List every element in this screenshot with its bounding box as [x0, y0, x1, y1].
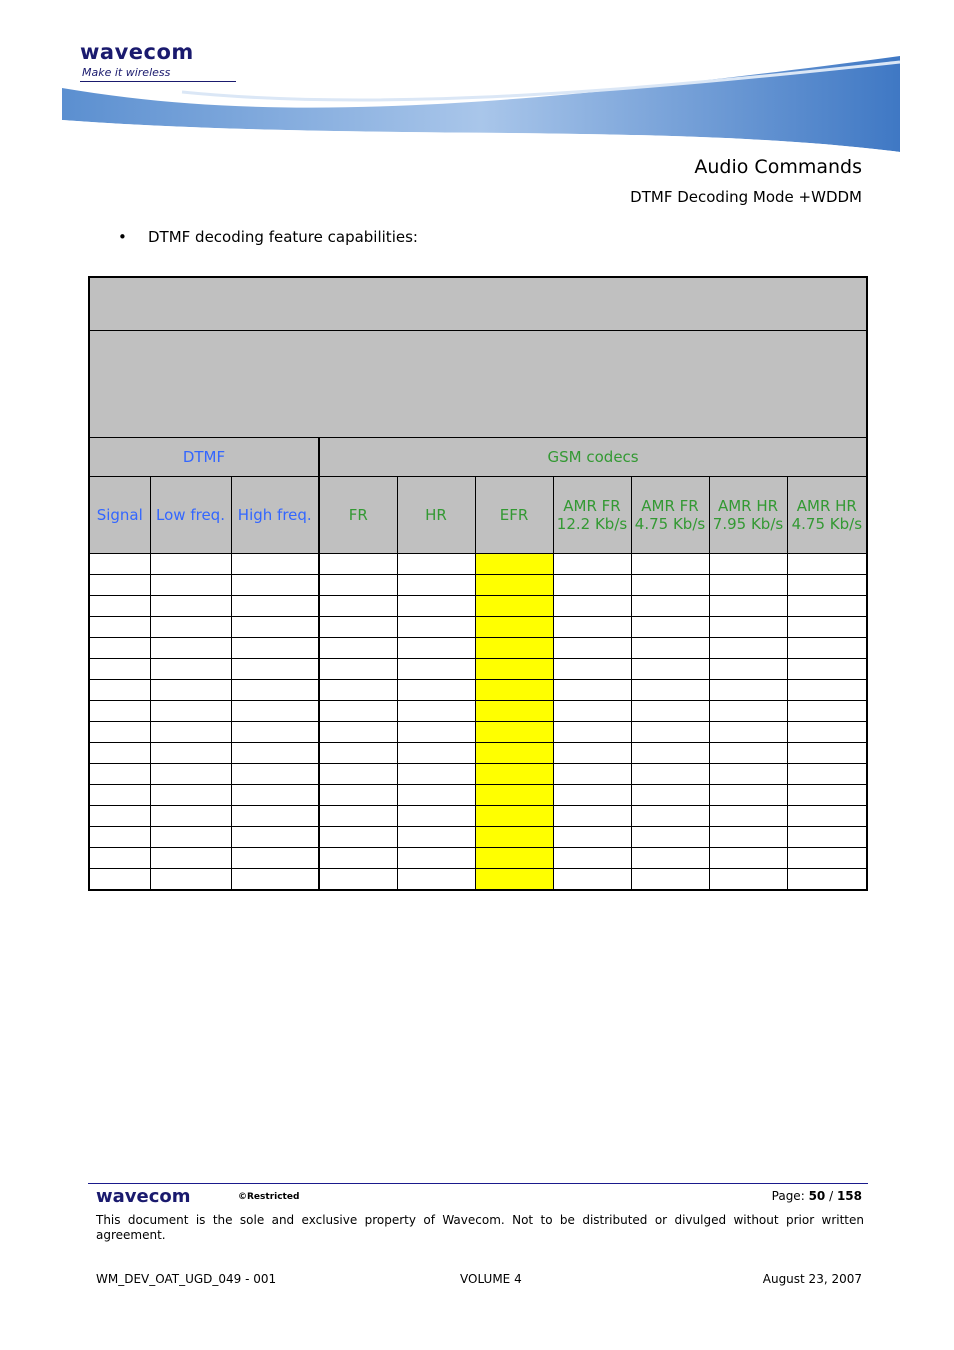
table-cell: [631, 596, 709, 617]
table-cell: [150, 806, 231, 827]
table-cell: [553, 680, 631, 701]
table-cell: [709, 596, 787, 617]
table-cell: [553, 785, 631, 806]
table-cell: [89, 827, 150, 848]
table-cell: [89, 764, 150, 785]
bullet-text: DTMF decoding feature capabilities:: [148, 228, 418, 246]
table-cell: [319, 722, 397, 743]
table-cell: [231, 701, 319, 722]
group-header-dtmf: DTMF: [89, 438, 319, 477]
col-header-efr: EFR: [475, 477, 553, 554]
table-cell: [553, 701, 631, 722]
table-cell: [631, 722, 709, 743]
table-cell: [319, 764, 397, 785]
efr-cell: [475, 785, 553, 806]
table-cell: [397, 617, 475, 638]
table-cell: [787, 701, 867, 722]
table-cell: [631, 764, 709, 785]
table-cell: [787, 848, 867, 869]
table-cell: [89, 596, 150, 617]
table-cell: [553, 827, 631, 848]
table-cell: [150, 659, 231, 680]
table-cell: [787, 617, 867, 638]
table-cell: [89, 659, 150, 680]
table-cell: [397, 575, 475, 596]
table-row: [89, 806, 867, 827]
table-cell: [709, 806, 787, 827]
table-cell: [319, 680, 397, 701]
efr-cell: [475, 743, 553, 764]
table-cell: [319, 638, 397, 659]
table-cell: [89, 575, 150, 596]
section-subtitle: DTMF Decoding Mode +WDDM: [630, 188, 862, 206]
table-cell: [319, 869, 397, 891]
table-cell: [553, 575, 631, 596]
page-total: 158: [836, 1189, 862, 1203]
table-row: [89, 617, 867, 638]
table-cell: [553, 848, 631, 869]
col-header-high-freq: High freq.: [231, 477, 319, 554]
footer-page-number: Page: 50 / 158: [771, 1189, 862, 1203]
table-cell: [787, 638, 867, 659]
table-cell: [631, 869, 709, 891]
table-cell: [709, 722, 787, 743]
table-cell: [150, 743, 231, 764]
col-header-low-freq: Low freq.: [150, 477, 231, 554]
table-cell: [709, 785, 787, 806]
table-body: [89, 554, 867, 891]
table-row: [89, 743, 867, 764]
table-cell: [150, 764, 231, 785]
table-cell: [787, 806, 867, 827]
table-cell: [397, 596, 475, 617]
table-cell: [787, 575, 867, 596]
table-cell: [231, 869, 319, 891]
footer-divider: [88, 1183, 868, 1184]
efr-cell: [475, 596, 553, 617]
table-cell: [787, 554, 867, 575]
table-cell: [709, 554, 787, 575]
table-cell: [150, 785, 231, 806]
table-row: [89, 596, 867, 617]
page-current: 50: [808, 1189, 826, 1203]
efr-cell: [475, 554, 553, 575]
table-cell: [319, 554, 397, 575]
table-cell: [319, 806, 397, 827]
table-cell: [150, 701, 231, 722]
table-row: [89, 554, 867, 575]
table-row: [89, 827, 867, 848]
page-label: Page:: [771, 1189, 805, 1203]
efr-cell: [475, 701, 553, 722]
table-cell: [553, 596, 631, 617]
footer-doc-ref: WM_DEV_OAT_UGD_049 - 001: [96, 1272, 277, 1286]
table-cell: [787, 680, 867, 701]
table-cell: [631, 701, 709, 722]
table-cell: [631, 659, 709, 680]
table-cell: [150, 869, 231, 891]
table-cell: [319, 659, 397, 680]
table-row: [89, 638, 867, 659]
table-cell: [150, 722, 231, 743]
table-cell: [231, 722, 319, 743]
table-cell: [150, 554, 231, 575]
table-cell: [553, 617, 631, 638]
footer-restricted-label: ©Restricted: [238, 1192, 300, 1202]
table-cell: [709, 638, 787, 659]
table-header-mid: [89, 331, 867, 438]
efr-cell: [475, 827, 553, 848]
table-cell: [319, 617, 397, 638]
table-row: [89, 722, 867, 743]
table-cell: [787, 743, 867, 764]
table-cell: [787, 596, 867, 617]
logo-wordmark: wavecom: [80, 40, 194, 64]
col-header-hr: HR: [397, 477, 475, 554]
table-header-top: [89, 277, 867, 331]
table-row: [89, 869, 867, 891]
table-cell: [397, 806, 475, 827]
table-cell: [150, 575, 231, 596]
efr-cell: [475, 764, 553, 785]
table-cell: [231, 743, 319, 764]
table-cell: [787, 827, 867, 848]
col-header-amr-hr-7-95: AMR HR 7.95 Kb/s: [709, 477, 787, 554]
table-cell: [787, 785, 867, 806]
col-header-amr-fr-4-75: AMR FR 4.75 Kb/s: [631, 477, 709, 554]
table-cell: [397, 743, 475, 764]
table-cell: [709, 827, 787, 848]
table-row: [89, 701, 867, 722]
dtmf-capabilities-table: [88, 276, 866, 895]
table-cell: [231, 554, 319, 575]
table-cell: [231, 617, 319, 638]
table-cell: [231, 848, 319, 869]
efr-cell: [475, 722, 553, 743]
table-cell: [150, 827, 231, 848]
bullet-dot-icon: •: [118, 228, 127, 246]
efr-cell: [475, 659, 553, 680]
table-cell: [631, 617, 709, 638]
footer-notice: This document is the sole and exclusive property of Wavecom. Not to be distributed or divulged without prior written agreement.: [96, 1213, 864, 1242]
table-cell: [89, 638, 150, 659]
table-cell: [89, 848, 150, 869]
table-cell: [89, 680, 150, 701]
table-cell: [709, 659, 787, 680]
table-cell: [709, 701, 787, 722]
table-cell: [631, 575, 709, 596]
table-cell: [709, 848, 787, 869]
table-cell: [553, 638, 631, 659]
table-cell: [709, 764, 787, 785]
table-cell: [787, 764, 867, 785]
footer-date: August 23, 2007: [762, 1272, 862, 1286]
table-cell: [89, 701, 150, 722]
footer-wavecom-logo: wavecom: [96, 1186, 191, 1207]
table-cell: [89, 785, 150, 806]
table-cell: [150, 596, 231, 617]
table-cell: [553, 743, 631, 764]
col-header-signal: Signal: [89, 477, 150, 554]
logo-tagline: Make it wireless: [82, 66, 171, 79]
table-cell: [89, 554, 150, 575]
table-cell: [89, 722, 150, 743]
table-cell: [319, 827, 397, 848]
table-row: [89, 764, 867, 785]
table-cell: [709, 617, 787, 638]
table-cell: [553, 806, 631, 827]
table-cell: [631, 743, 709, 764]
table-cell: [319, 596, 397, 617]
efr-cell: [475, 638, 553, 659]
table-cell: [709, 743, 787, 764]
table-cell: [553, 722, 631, 743]
table-cell: [553, 659, 631, 680]
table-cell: [231, 659, 319, 680]
table-cell: [397, 785, 475, 806]
table-cell: [231, 764, 319, 785]
table-cell: [397, 869, 475, 891]
table-cell: [631, 554, 709, 575]
table-cell: [319, 848, 397, 869]
table-row: [89, 575, 867, 596]
table-cell: [231, 680, 319, 701]
table-cell: [553, 764, 631, 785]
table-cell: [553, 869, 631, 891]
table-cell: [709, 869, 787, 891]
efr-cell: [475, 617, 553, 638]
table-cell: [397, 827, 475, 848]
table-cell: [787, 869, 867, 891]
table-cell: [397, 680, 475, 701]
efr-cell: [475, 806, 553, 827]
table-cell: [89, 869, 150, 891]
efr-cell: [475, 680, 553, 701]
table-cell: [231, 575, 319, 596]
table-row: [89, 680, 867, 701]
table-cell: [150, 680, 231, 701]
table-cell: [631, 827, 709, 848]
efr-cell: [475, 575, 553, 596]
table-cell: [553, 554, 631, 575]
table-row: [89, 848, 867, 869]
table-cell: [150, 848, 231, 869]
table-cell: [397, 638, 475, 659]
table-cell: [319, 701, 397, 722]
table-cell: [397, 659, 475, 680]
col-header-amr-fr-12-2: AMR FR 12.2 Kb/s: [553, 477, 631, 554]
table-cell: [150, 638, 231, 659]
table-cell: [709, 680, 787, 701]
section-title: Audio Commands: [694, 156, 862, 178]
table-cell: [709, 575, 787, 596]
table-cell: [631, 680, 709, 701]
table-cell: [631, 806, 709, 827]
efr-cell: [475, 869, 553, 891]
table-row: [89, 785, 867, 806]
col-header-fr: FR: [319, 477, 397, 554]
table-cell: [231, 785, 319, 806]
header-swoosh-graphic: [62, 52, 900, 154]
table-cell: [631, 785, 709, 806]
table-cell: [89, 617, 150, 638]
table-cell: [787, 722, 867, 743]
table-cell: [231, 596, 319, 617]
table-cell: [397, 554, 475, 575]
table-cell: [319, 575, 397, 596]
col-header-amr-hr-4-75: AMR HR 4.75 Kb/s: [787, 477, 867, 554]
footer-volume: VOLUME 4: [460, 1272, 522, 1286]
table-cell: [397, 764, 475, 785]
table-cell: [397, 848, 475, 869]
table-cell: [397, 722, 475, 743]
table-cell: [631, 848, 709, 869]
table-cell: [397, 701, 475, 722]
table-cell: [231, 638, 319, 659]
table-cell: [231, 827, 319, 848]
table-cell: [89, 743, 150, 764]
table-cell: [319, 743, 397, 764]
table-cell: [319, 785, 397, 806]
table-cell: [231, 806, 319, 827]
table-cell: [150, 617, 231, 638]
group-header-gsm-codecs: GSM codecs: [319, 438, 867, 477]
table-cell: [89, 806, 150, 827]
table-cell: [787, 659, 867, 680]
table-cell: [631, 638, 709, 659]
table-row: [89, 659, 867, 680]
efr-cell: [475, 848, 553, 869]
